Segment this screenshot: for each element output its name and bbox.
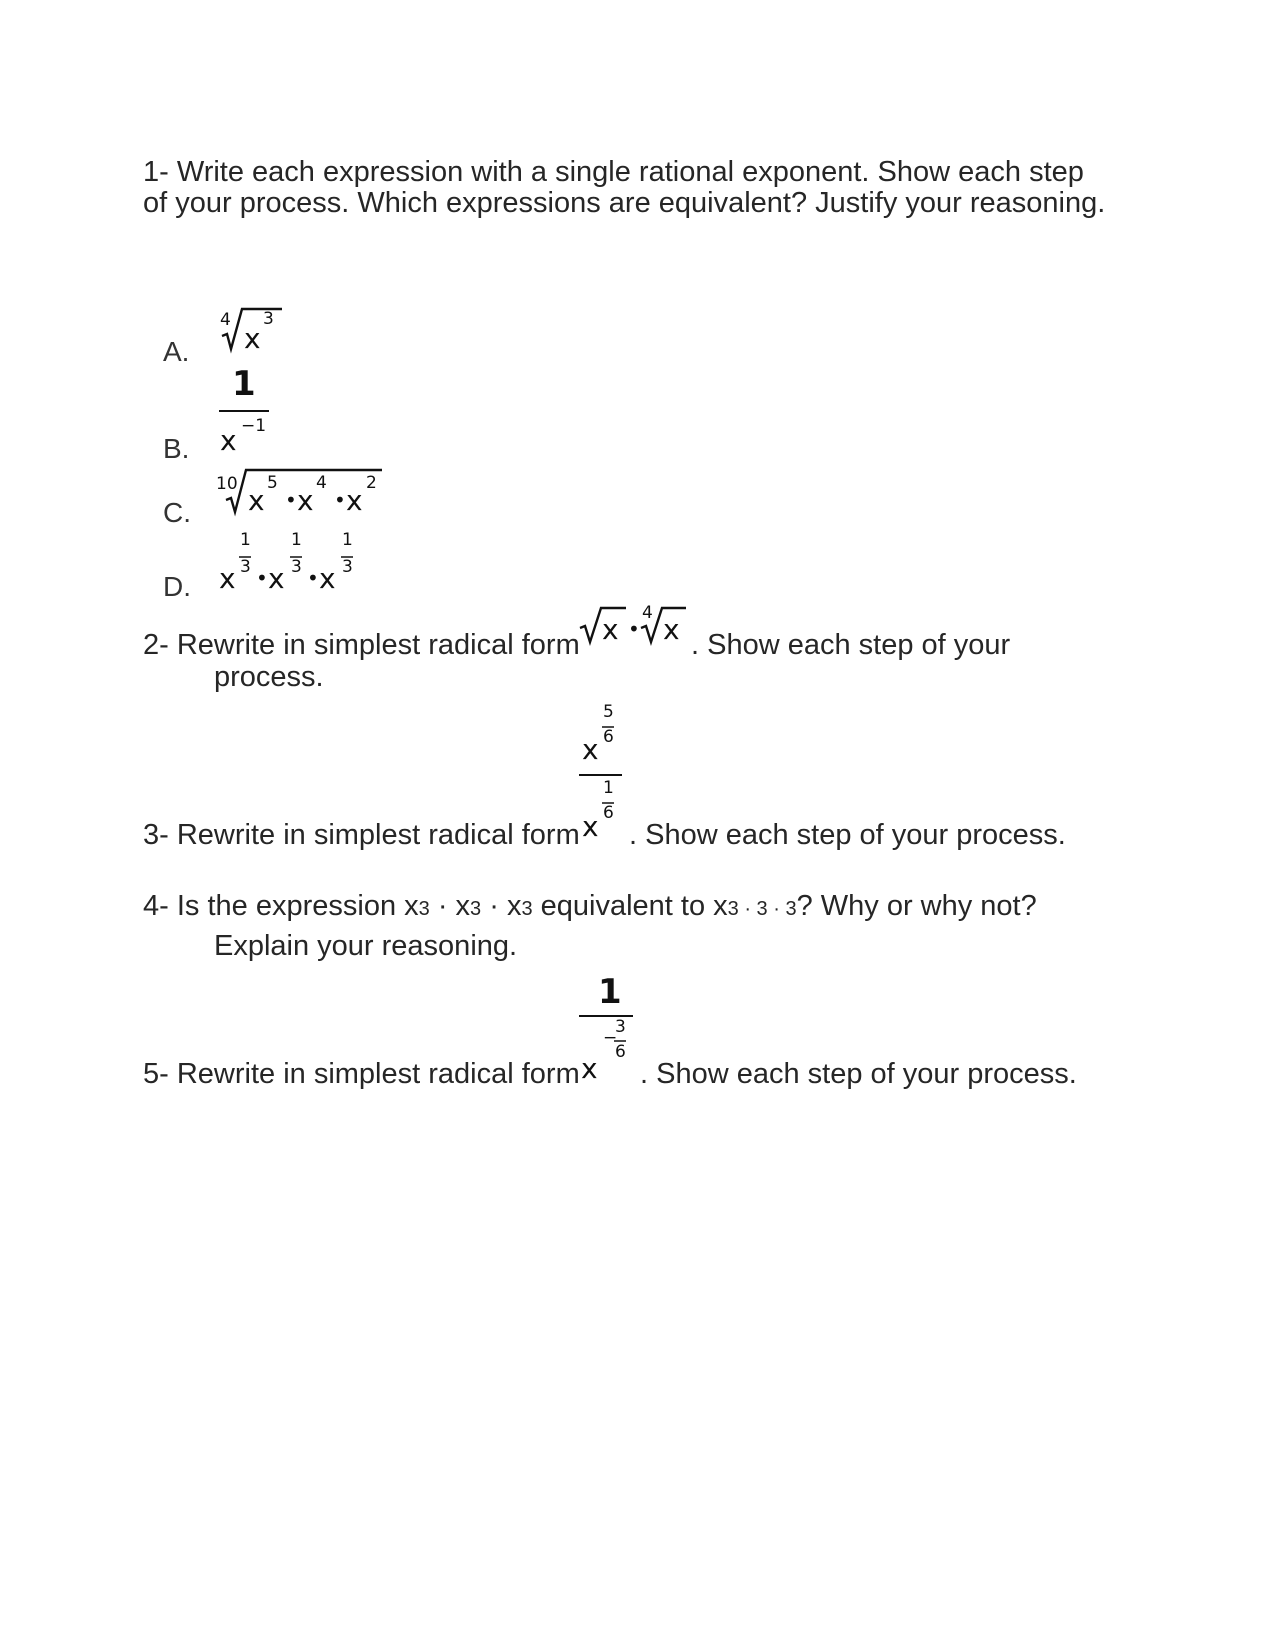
bottom-exp-denominator: 6 [603,803,614,823]
multiply-dot: • [307,566,319,590]
term2-exp-numerator: 1 [291,530,302,550]
q2-prompt-prefix: 2- Rewrite in simplest radical form [143,629,580,661]
term1-exp-denominator: 3 [240,557,251,577]
option-a-expression [218,300,288,360]
option-b-expression [218,364,278,459]
term1-base: x [248,484,265,517]
q4-x1: x [404,890,419,922]
term1-exp-numerator: 1 [240,530,251,550]
q4-e1: 3 [418,898,430,920]
multiply-dot: • [334,488,346,512]
q3-expression [578,700,628,848]
radicand-base: x [244,322,261,355]
option-d-label: D. [163,571,191,602]
q5-expression [578,972,638,1087]
top-exp-denominator: 6 [603,727,614,747]
bottom-base: x [582,810,599,843]
q2-prompt-suffix: . Show each step of your [691,629,1011,661]
term2-exponent: 4 [316,473,327,493]
q4-text-end: ? Why or why not? [796,890,1037,922]
q5-prompt-suffix: . Show each step of your process. [640,1058,1077,1090]
exp-denominator: 6 [615,1042,626,1062]
q3-prompt-suffix: . Show each step of your process. [629,819,1066,851]
fraction-bar [579,774,624,778]
denominator-exponent: −1 [241,416,267,436]
multiply-dot: • [628,617,640,641]
radical-index: 4 [220,310,231,330]
radicand-x: x [602,613,619,646]
option-a-label: A. [163,336,190,367]
term2-exp-denominator: 3 [291,557,302,577]
q4-x2: x [455,890,471,922]
term3-exp-numerator: 1 [342,530,353,550]
top-exp-numerator: 5 [603,702,614,722]
option-c-label: C. [163,497,191,528]
denominator-base: x [581,1052,598,1085]
exp-numerator: 3 [615,1017,626,1037]
q1-prompt-line1: 1- Write each expression with a single rational exponent. Show each step [143,156,1084,188]
term3-base: x [319,562,336,595]
bottom-exp-numerator: 1 [603,778,614,798]
term2-base: x [297,484,314,517]
term2-base: x [268,562,285,595]
option-b-label: B. [163,433,190,464]
radicand-x: x [663,613,680,646]
option-d-expression [218,528,368,593]
q4-prompt-line2: Explain your reasoning. [214,930,518,962]
term3-exp-denominator: 3 [342,557,353,577]
denominator-base: x [220,424,237,457]
term3-exponent: 2 [366,473,377,493]
q4-x4: x [713,890,728,922]
multiply-dot: • [256,566,268,590]
q4-dot2: · [481,890,507,922]
top-base: x [582,733,599,766]
q4-prompt-line1 [143,890,1037,926]
option-c-expression [214,462,389,522]
fraction-numerator: 1 [232,364,256,404]
multiply-dot: • [285,488,297,512]
exp-sign: − [603,1028,618,1048]
radicand-exponent: 3 [263,309,274,329]
term1-exponent: 5 [267,473,278,493]
term3-base: x [346,484,363,517]
q4-x3: x [506,890,522,922]
q4-dot1: · [429,890,456,922]
q4-text-start: 4- Is the expression [143,890,405,922]
q2-prompt-line2: process. [214,661,324,693]
q5-prompt-prefix: 5- Rewrite in simplest radical form [143,1058,580,1090]
radical-index: 10 [216,474,238,494]
q2-expression [578,600,698,650]
q4-e2: 3 [470,898,482,920]
radical-index: 4 [642,603,653,623]
q3-prompt-prefix: 3- Rewrite in simplest radical form [143,819,580,851]
fraction-bar [579,1015,635,1019]
q1-prompt-line2: of your process. Which expressions are equivalent? Justify your reasoning. [143,187,1106,219]
term1-base: x [219,562,236,595]
fraction-bar [219,410,271,414]
q4-text-mid: equivalent to [532,890,714,922]
fraction-numerator: 1 [598,972,622,1012]
q4-e3: 3 [521,898,533,920]
q4-e4: 3 · 3 · 3 [727,898,797,920]
